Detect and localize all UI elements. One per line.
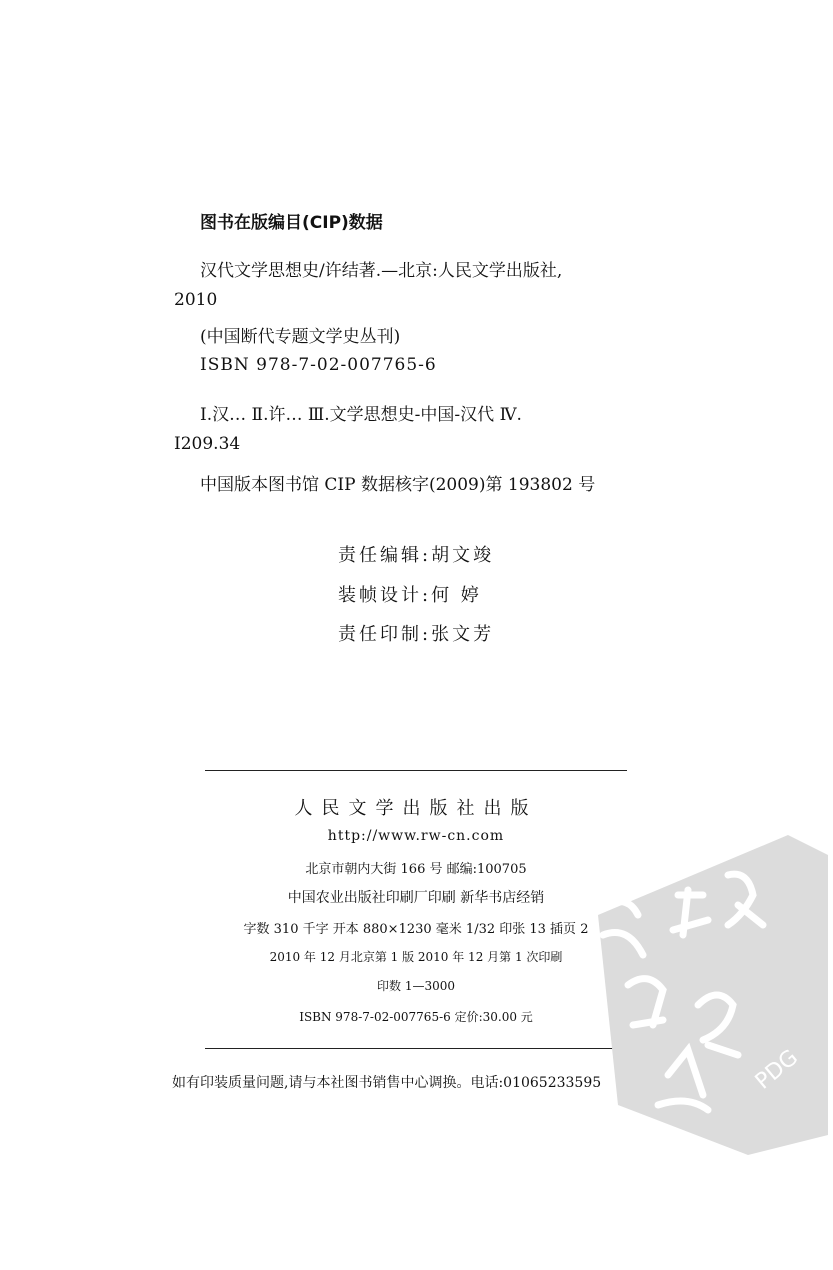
cip-line-series: (中国断代专题文学史丛刊) bbox=[200, 327, 401, 347]
quality-notice: 如有印装质量问题,请与本社图书销售中心调换。电话:01065233595 bbox=[172, 1075, 602, 1091]
book-specifications: 字数 310 千字 开本 880×1230 毫米 1/32 印张 13 插页 2 bbox=[243, 922, 589, 937]
seal-stamp-icon bbox=[578, 835, 828, 1155]
publisher-address: 北京市朝内大街 166 号 邮编:100705 bbox=[305, 862, 527, 877]
isbn-price: ISBN 978-7-02-007765-6 定价:30.00 元 bbox=[299, 1010, 533, 1024]
edition-info: 2010 年 12 月北京第 1 版 2010 年 12 月第 1 次印刷 bbox=[269, 950, 563, 964]
cip-line-title-author: 汉代文学思想史/许结著.—北京:人民文学出版社, bbox=[200, 261, 563, 281]
printer-distributor: 中国农业出版社印刷厂印刷 新华书店经销 bbox=[287, 890, 545, 906]
cover-designer: 装帧设计:何 婷 bbox=[338, 585, 482, 606]
colophon-top-rule bbox=[205, 770, 627, 771]
responsible-editor: 责任编辑:胡文竣 bbox=[338, 545, 495, 566]
colophon-bottom-rule bbox=[205, 1048, 627, 1049]
cip-line-record-number: 中国版本图书馆 CIP 数据核字(2009)第 193802 号 bbox=[200, 475, 596, 495]
print-run: 印数 1—3000 bbox=[377, 979, 455, 993]
cip-line-classification: Ⅰ209.34 bbox=[174, 434, 241, 454]
print-supervisor: 责任印制:张文芳 bbox=[338, 624, 495, 645]
cip-line-year: 2010 bbox=[174, 290, 218, 310]
cip-line-isbn: ISBN 978-7-02-007765-6 bbox=[200, 355, 437, 375]
cip-title: 图书在版编目(CIP)数据 bbox=[200, 213, 383, 233]
publisher-name: 人民文学出版社出版 bbox=[294, 798, 538, 819]
cip-line-subjects: Ⅰ.汉… Ⅱ.许… Ⅲ.文学思想史-中国-汉代 Ⅳ. bbox=[200, 405, 522, 425]
seal-pdg-text: PDG bbox=[750, 1045, 804, 1095]
publisher-url: http://www.rw-cn.com bbox=[327, 828, 505, 844]
